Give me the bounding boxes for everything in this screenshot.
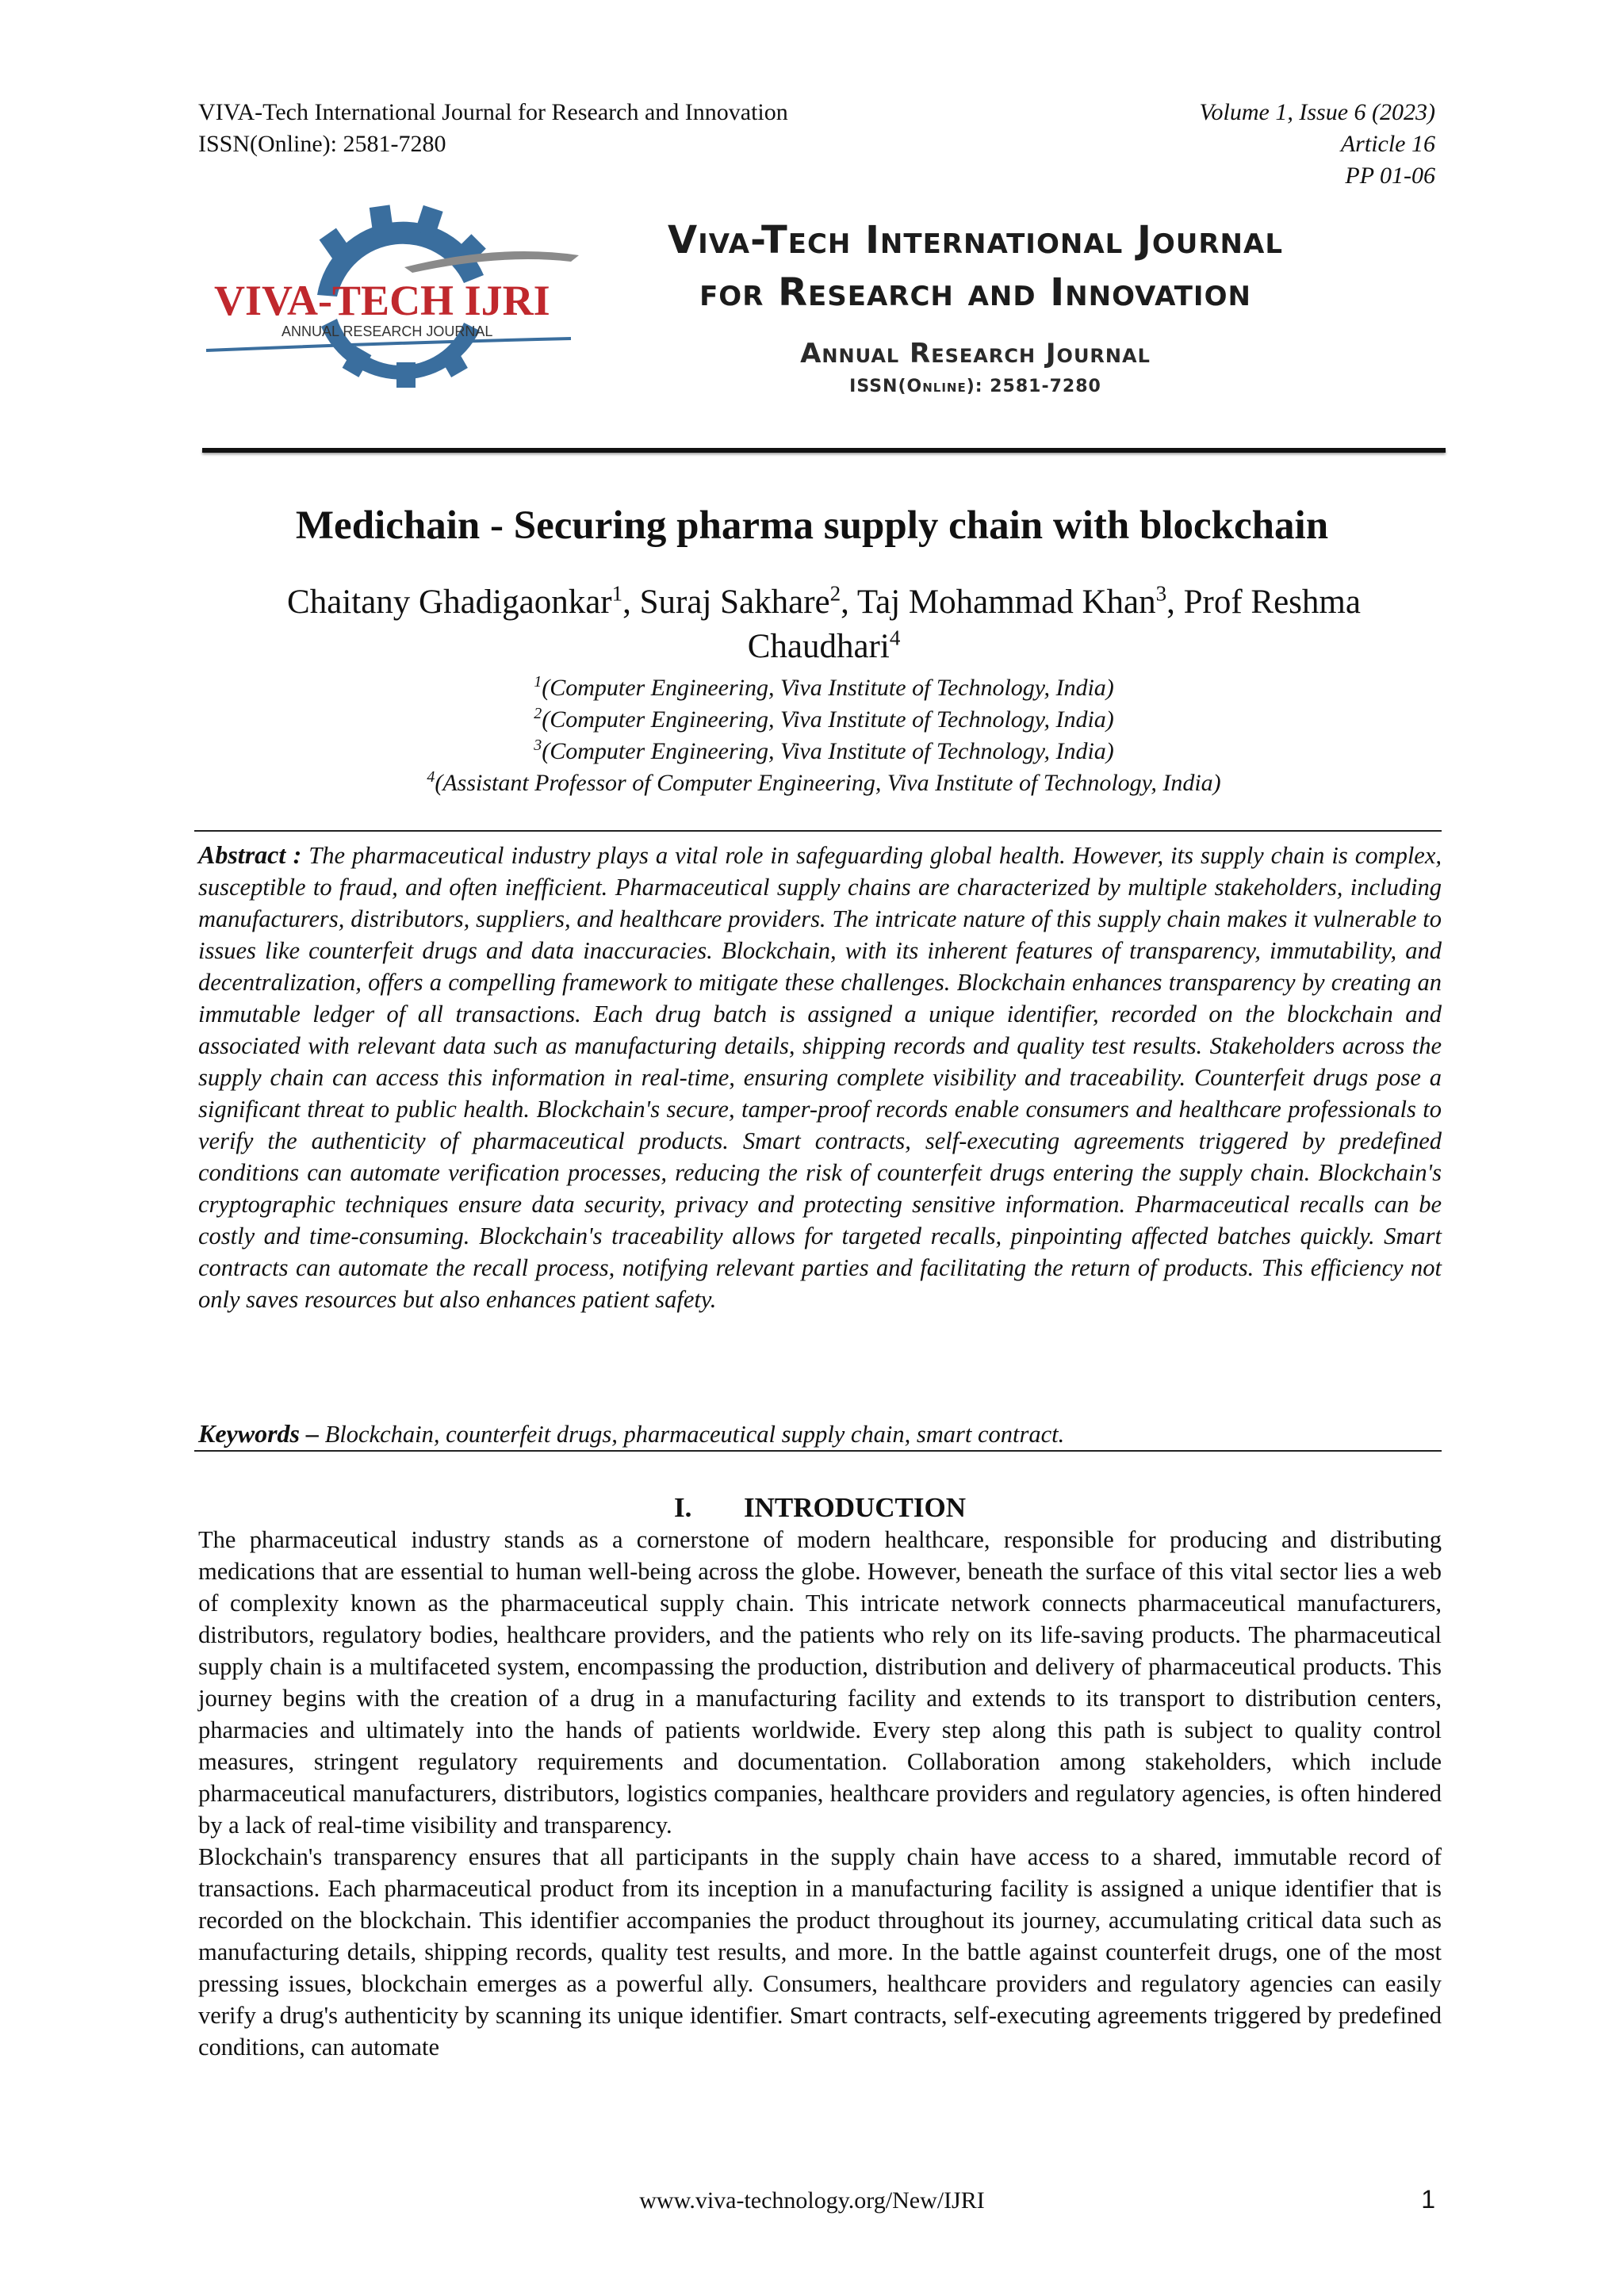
- page-number: 1: [1421, 2185, 1435, 2214]
- author-name: Taj Mohammad Khan: [856, 584, 1156, 621]
- affiliation-sup: 1: [534, 673, 542, 691]
- running-header-right: [1200, 97, 1435, 192]
- logo-text: VIVA-TECH IJRI: [214, 277, 550, 324]
- journal-issn: ISSN(Online): 2581-7280: [198, 131, 446, 157]
- section-title: INTRODUCTION: [743, 1492, 967, 1523]
- author-name: Suraj Sakhare: [639, 584, 830, 621]
- banner-title-line2: for Research and Innovation: [699, 270, 1251, 315]
- author-separator: ,: [1166, 584, 1184, 621]
- paragraph: Blockchain's transparency ensures that all participants in the supply chain have access to a shared, immutable record of transactions. Each pharmaceutical product from its inception in a manufacturing facility is assigned a unique identifier that is recorded on the blockchain. This identifier accompanies the product throughout its journey, accumulating critical data such as manufacturing details, shipping records, quality test results, and more. In the battle against counterfeit drugs, one of the most pressing issues, blockchain emerges as a powerful ally. Consumers, healthcare providers and regulatory agencies can easily verify a drug's authenticity by scanning its unique identifier. Smart contracts, self-executing agreements triggered by predefined conditions, can automate: [198, 1843, 1442, 2061]
- volume-issue: Volume 1, Issue 6 (2023): [1199, 99, 1435, 125]
- keywords: [198, 1418, 1442, 1450]
- keywords-bottom-rule: [194, 1450, 1442, 1452]
- abstract-text: The pharmaceutical industry plays a vital role in safeguarding global health. However, its supply chain is complex, susceptible to fraud, and often inefficient. Pharmaceutical supply chains are characterized by multiple stakeholders, including manufacturers, distributors, suppliers, and healthcare providers. The intricate nature of this supply chain makes it vulnerable to issues like counterfeit drugs and data inaccuracies. Blockchain, with its inherent features of transparency, immutability, and decentralization, offers a compelling framework to mitigate these challenges. Blockchain enhances transparency by creating an immutable ledger of all transactions. Each drug batch is assigned a unique identifier, recorded on the blockchain and associated with relevant data such as manufacturing details, shipping records and quality test results. Stakeholders across the supply chain can access this information in real-time, ensuring complete visibility and traceability. Counterfeit drugs pose a significant threat to public health. Blockchain's secure, tamper-proof records enable consumers and healthcare professionals to verify the authenticity of pharmaceutical products. Smart contracts, self-executing agreements triggered by predefined conditions can automate verification processes, reducing the risk of counterfeit drugs entering the supply chain. Blockchain's cryptographic techniques ensure data security, privacy and protecting sensitive information. Pharmaceutical recalls can be costly and time-consuming. Blockchain's traceability allows for targeted recalls, pinpointing affected batches quickly. Smart contracts can automate the recall process, notifying relevant parties and facilitating the return of products. This efficiency not only saves resources but also enhances patient safety.: [198, 842, 1442, 1313]
- footer-url: www.viva-technology.org/New/IJRI: [639, 2187, 985, 2214]
- affiliation-text: (Computer Engineering, Viva Institute of Technology, India): [542, 706, 1114, 733]
- abstract: [198, 839, 1442, 1315]
- abstract-top-rule: [194, 830, 1442, 832]
- author-sup: 3: [1155, 581, 1167, 606]
- author-sup: 1: [611, 581, 623, 606]
- affiliation-text: (Computer Engineering, Viva Institute of Technology, India): [542, 675, 1114, 701]
- paragraph: The pharmaceutical industry stands as a cornerstone of modern healthcare, responsible for producing and distributing medications that are essential to human well-being across the globe. However, beneath the surface of this vital sector lies a web of complexity known as the pharmaceutical supply chain. This intricate network connects pharmaceutical manufacturers, distributors, regulatory bodies, healthcare providers, and the patients who rely on its life-saving products. The pharmaceutical supply chain is a multifaceted system, encompassing the production, distribution and delivery of pharmaceutical products. This journey begins with the creation of a drug in a manufacturing facility and extends to its transport to distribution centers, pharmacies and ultimately into the hands of patients worldwide. Every step along this path is subject to quality control measures, stringent regulatory requirements and documentation. Collaboration among stakeholders, which include pharmaceutical manufacturers, distributors, logistics companies, healthcare providers and regulatory agencies, is often hindered by a lack of real-time visibility and transparency.: [198, 1526, 1442, 1839]
- affiliation-sup: 3: [534, 737, 542, 754]
- affiliation-sup: 4: [427, 768, 435, 786]
- banner-issn: ISSN(Online): 2581-7280: [849, 377, 1101, 396]
- affiliation: [198, 767, 1450, 799]
- author-separator: ,: [841, 584, 857, 621]
- banner-title: [587, 214, 1364, 319]
- affiliation-text: (Assistant Professor of Computer Engineering, Viva Institute of Technology, India): [435, 770, 1221, 796]
- journal-name: VIVA-Tech International Journal for Research and Innovation: [198, 99, 788, 125]
- section-number: I.: [673, 1492, 692, 1523]
- section-heading: [198, 1490, 1442, 1525]
- author-sup: 2: [829, 581, 841, 606]
- section-body: [198, 1524, 1442, 2063]
- page-range: PP 01-06: [1345, 163, 1435, 189]
- author-list: [198, 580, 1450, 669]
- affiliation-text: (Computer Engineering, Viva Institute of Technology, India): [542, 738, 1114, 764]
- keywords-label: Keywords –: [198, 1419, 319, 1448]
- abstract-label: Abstract :: [198, 840, 302, 869]
- logo-subtext: ANNUAL RESEARCH JOURNAL: [282, 323, 493, 339]
- author-sup: 4: [889, 626, 901, 650]
- keywords-text: Blockchain, counterfeit drugs, pharmaceutical supply chain, smart contract.: [324, 1421, 1065, 1448]
- banner-divider: [202, 448, 1446, 453]
- author-name: Chaitany Ghadigaonkar: [287, 584, 612, 621]
- affiliation: [198, 736, 1450, 767]
- author-name: Prof Reshma: [1183, 584, 1361, 621]
- affiliation-sup: 2: [534, 705, 542, 722]
- author-separator: ,: [622, 584, 640, 621]
- banner-subtitle: Annual Research Journal: [800, 338, 1151, 369]
- author-name: Chaudhari: [747, 628, 890, 665]
- journal-logo-icon: [198, 200, 595, 398]
- affiliation-list: [198, 672, 1450, 799]
- affiliation: [198, 704, 1450, 736]
- article-number: Article 16: [1340, 131, 1435, 157]
- banner-title-line1: Viva-Tech International Journal: [668, 218, 1283, 262]
- affiliation: [198, 672, 1450, 704]
- running-header-left: [198, 97, 788, 160]
- paper-title: Medichain - Securing pharma supply chain with blockchain: [295, 503, 1329, 548]
